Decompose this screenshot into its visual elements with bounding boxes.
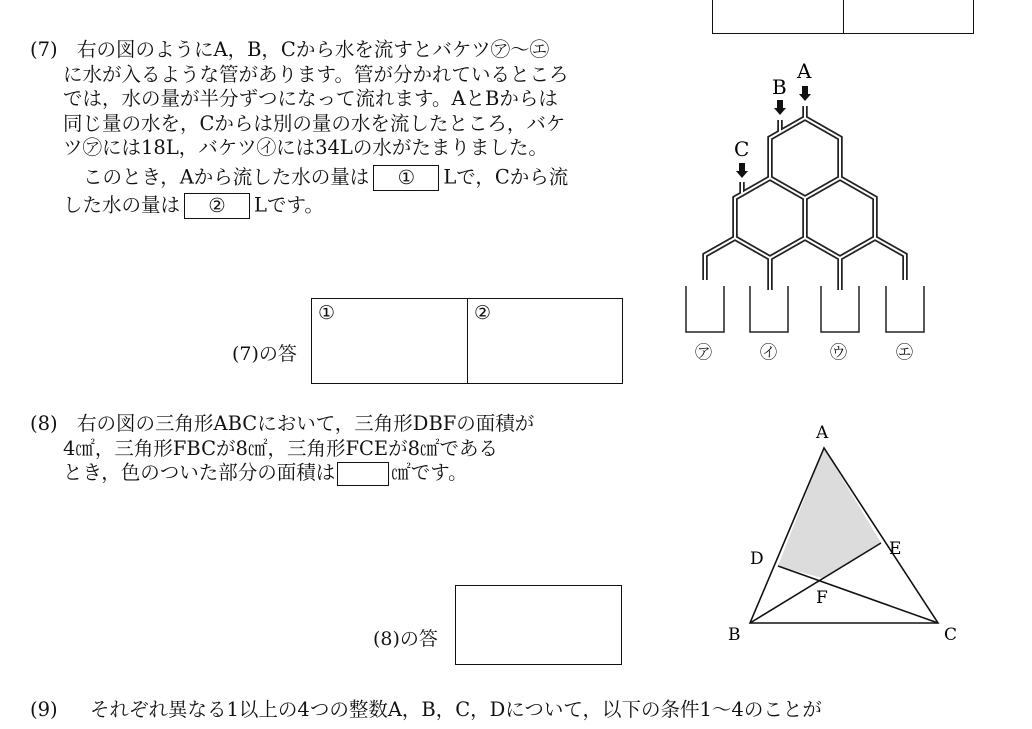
q8-triangle-diagram [720, 418, 970, 650]
q8-line-3 [63, 461, 534, 486]
q9-number: (9) [30, 698, 58, 721]
q7-answer-cell-1-mark: ① [318, 302, 336, 324]
q8-line-3-end: ㎠です。 [391, 461, 468, 484]
previous-answer-box [712, 0, 974, 34]
q7-blank-1: ① [373, 165, 439, 191]
q8-label-e: E [889, 539, 902, 559]
q7-pipe-diagram [670, 50, 950, 370]
q7-bucket-u-label: ㋒ [830, 343, 847, 363]
q7-line-5: ツ㋐には18L，バケツ㋑には34Lの水がたまりました。 [63, 136, 548, 159]
q8-label-c: C [944, 625, 958, 645]
q7-inlet-a-label: A [797, 59, 812, 83]
q7-bucket-u [821, 286, 859, 332]
q8-number: (8) [30, 412, 58, 435]
q8-text [63, 412, 534, 486]
q8-label-a: A [816, 423, 829, 443]
q7-answer-cell-2-mark: ② [474, 302, 492, 324]
q7-bucket-e [886, 286, 924, 332]
q8-label-b: B [728, 625, 741, 645]
q7-inlet-b-label: B [772, 75, 787, 99]
q7-answer-box [311, 298, 623, 384]
q7-bucket-e-label: ㋓ [896, 343, 913, 363]
q9-text: それぞれ異なる1以上の4つの整数A，B，C，Dについて，以下の条件1〜4のことが [90, 698, 822, 721]
q7-bucket-i [750, 286, 788, 332]
q7-inlet-c-label: C [734, 137, 750, 161]
q8-line-1: 右の図の三角形ABCにおいて，三角形DBFの面積が [77, 412, 535, 435]
q7-number: (7) [30, 38, 58, 61]
q7-line-1: 右の図のようにA，B，Cから水を流すとバケツ㋐〜㋓ [77, 38, 550, 61]
q7-line-7 [63, 193, 568, 219]
q7-line-3: では，水の量が半分ずつになって流れます。AとBからは [63, 87, 558, 110]
q8-answer-label: (8)の答 [373, 628, 438, 650]
q7-line-6-end: Lで，Cから流 [443, 165, 569, 188]
q8-answer-box [455, 585, 622, 665]
q7-line-7-end: Lです。 [254, 193, 324, 216]
q7-line-7-start: した水の量は [63, 193, 181, 216]
q7-bucket-a-label: ㋐ [695, 343, 712, 363]
q7-line-4: 同じ量の水を，Cからは別の量の水を流したところ，バケ [63, 111, 566, 135]
q8-segment-ce [778, 566, 938, 623]
q7-line-6 [63, 165, 568, 191]
q8-label-d: D [750, 549, 764, 569]
q8-blank [337, 462, 389, 486]
q7-bucket-i-label: ㋑ [760, 343, 777, 363]
q8-line-3-start: とき，色のついた部分の面積は [63, 461, 336, 484]
q7-line-6-start: このとき，Aから流した水の量は [83, 165, 370, 188]
q7-answer-label: (7)の答 [232, 343, 297, 365]
q8-line-2: 4㎠，三角形FBCが8㎠，三角形FCEが8㎠である [63, 436, 499, 460]
q7-line-2: に水が入るような管があります。管が分かれているところ [63, 62, 569, 86]
q8-label-f: F [816, 588, 828, 608]
q7-blank-2: ② [184, 193, 250, 219]
q7-text [63, 38, 568, 219]
q7-bucket-a [686, 286, 724, 332]
